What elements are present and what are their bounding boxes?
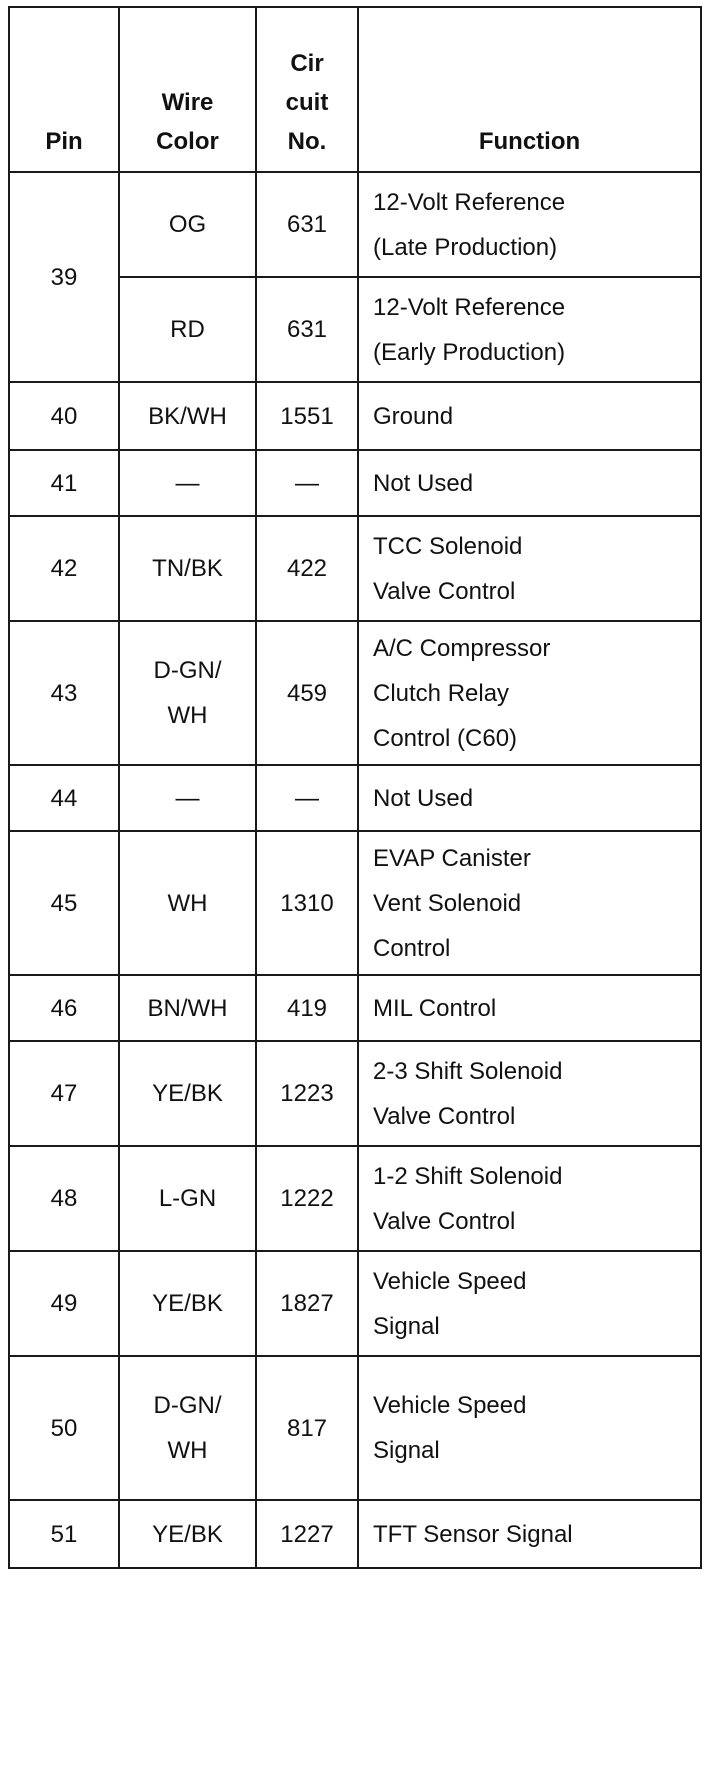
function-cell [358,172,701,277]
pin-cell: 45 [9,831,119,975]
function-cell [358,831,701,975]
wire-color-line: WH [167,702,208,729]
circuit-number-cell: — [256,765,358,831]
wire-color-line: YE/BK [152,1080,223,1107]
header-pin: Pin [9,7,119,172]
header-wire-line: Color [156,128,219,155]
circuit-number-cell: 422 [256,516,358,621]
pin-cell: 51 [9,1500,119,1568]
header-wire-color [119,7,256,172]
wire-color-line: D-GN/ [153,1392,222,1419]
wire-color-cell [119,765,256,831]
header-circuit-line: Cir [290,50,324,77]
circuit-number-cell: 817 [256,1356,358,1500]
table-row [9,172,701,277]
table-row [9,831,701,975]
wire-color-line: — [175,784,200,812]
function-cell [358,1500,701,1568]
circuit-number-cell: 419 [256,975,358,1041]
function-line: Vehicle Speed [373,1267,527,1295]
circuit-number-cell: — [256,450,358,516]
function-line: 12-Volt Reference [373,293,566,321]
wire-color-cell [119,516,256,621]
wire-color-line: L-GN [158,1185,217,1212]
function-line: Control [373,934,451,962]
connector-pinout-table [8,6,702,1569]
wire-color-cell [119,1356,256,1500]
function-line: Valve Control [373,1207,516,1235]
function-cell [358,621,701,765]
wire-color-line: WH [167,1437,208,1464]
function-line: Control (C60) [373,724,518,752]
wire-color-cell [119,450,256,516]
table-row [9,765,701,831]
function-line: 1-2 Shift Solenoid [373,1162,563,1190]
function-cell [358,1041,701,1146]
function-line: Signal [373,1437,440,1464]
table-row [9,1356,701,1500]
function-line: Not Used [373,469,474,497]
function-line: Vehicle Speed [373,1392,527,1419]
table-row [9,1500,701,1568]
table-row [9,516,701,621]
function-cell [358,382,701,450]
header-row [9,7,701,172]
wire-color-line: TN/BK [152,555,223,582]
wire-color-cell [119,1041,256,1146]
function-line: 12-Volt Reference [373,188,566,216]
function-line: Ground [373,402,454,430]
wire-color-line: D-GN/ [153,657,222,684]
wire-color-line: YE/BK [152,1290,223,1317]
table-row [9,1041,701,1146]
function-line: Clutch Relay [373,679,510,707]
function-cell [358,1251,701,1356]
circuit-number-cell: 631 [256,277,358,382]
table-row [9,450,701,516]
wire-color-line: BK/WH [148,402,227,430]
function-cell [358,277,701,382]
circuit-number-cell: 631 [256,172,358,277]
header-function: Function [358,7,701,172]
function-line: (Late Production) [373,233,558,261]
wire-color-line: OG [168,211,207,238]
table-body [9,172,701,1568]
function-line: A/C Compressor [373,634,551,662]
wire-color-line: RD [170,316,205,343]
wire-color-line: WH [167,889,208,917]
pin-cell: 44 [9,765,119,831]
function-line: (Early Production) [373,338,566,366]
pin-cell: 48 [9,1146,119,1251]
pin-cell: 43 [9,621,119,765]
wire-color-cell [119,975,256,1041]
pin-cell: 46 [9,975,119,1041]
wire-color-cell [119,831,256,975]
wire-color-cell [119,1500,256,1568]
function-line: Valve Control [373,1102,516,1130]
function-line: Vent Solenoid [373,889,522,917]
circuit-number-cell: 1551 [256,382,358,450]
circuit-number-cell: 1827 [256,1251,358,1356]
function-line: Signal [373,1312,440,1340]
header-circuit-line: cuit [285,89,329,116]
wire-color-cell [119,1146,256,1251]
table-row [9,382,701,450]
circuit-number-cell: 459 [256,621,358,765]
wire-color-cell [119,621,256,765]
table-row [9,1146,701,1251]
pin-cell: 49 [9,1251,119,1356]
wire-color-line: BN/WH [147,994,228,1022]
function-line: Not Used [373,784,474,812]
table-row [9,621,701,765]
function-line: TFT Sensor Signal [373,1520,573,1548]
circuit-number-cell: 1223 [256,1041,358,1146]
function-cell [358,450,701,516]
pin-cell: 41 [9,450,119,516]
pin-cell: 50 [9,1356,119,1500]
circuit-number-cell: 1227 [256,1500,358,1568]
header-circuit-no [256,7,358,172]
function-line: EVAP Canister [373,844,531,872]
wire-color-cell [119,172,256,277]
function-cell [358,1146,701,1251]
function-line: TCC Solenoid [373,532,523,560]
function-line: 2-3 Shift Solenoid [373,1057,563,1085]
circuit-number-cell: 1222 [256,1146,358,1251]
header-circuit-line: No. [287,128,327,155]
pin-cell: 40 [9,382,119,450]
table-row [9,1251,701,1356]
circuit-number-cell: 1310 [256,831,358,975]
wire-color-line: YE/BK [152,1520,223,1548]
wire-color-line: — [175,469,200,497]
pin-cell: 47 [9,1041,119,1146]
wire-color-cell [119,277,256,382]
header-wire-line: Wire [161,89,214,116]
function-line: MIL Control [373,994,497,1022]
function-cell [358,1356,701,1500]
wire-color-cell [119,382,256,450]
table-row [9,975,701,1041]
function-line: Valve Control [373,577,516,605]
pin-cell: 39 [9,172,119,382]
function-cell [358,765,701,831]
function-cell [358,516,701,621]
wire-color-cell [119,1251,256,1356]
function-cell [358,975,701,1041]
pin-cell: 42 [9,516,119,621]
